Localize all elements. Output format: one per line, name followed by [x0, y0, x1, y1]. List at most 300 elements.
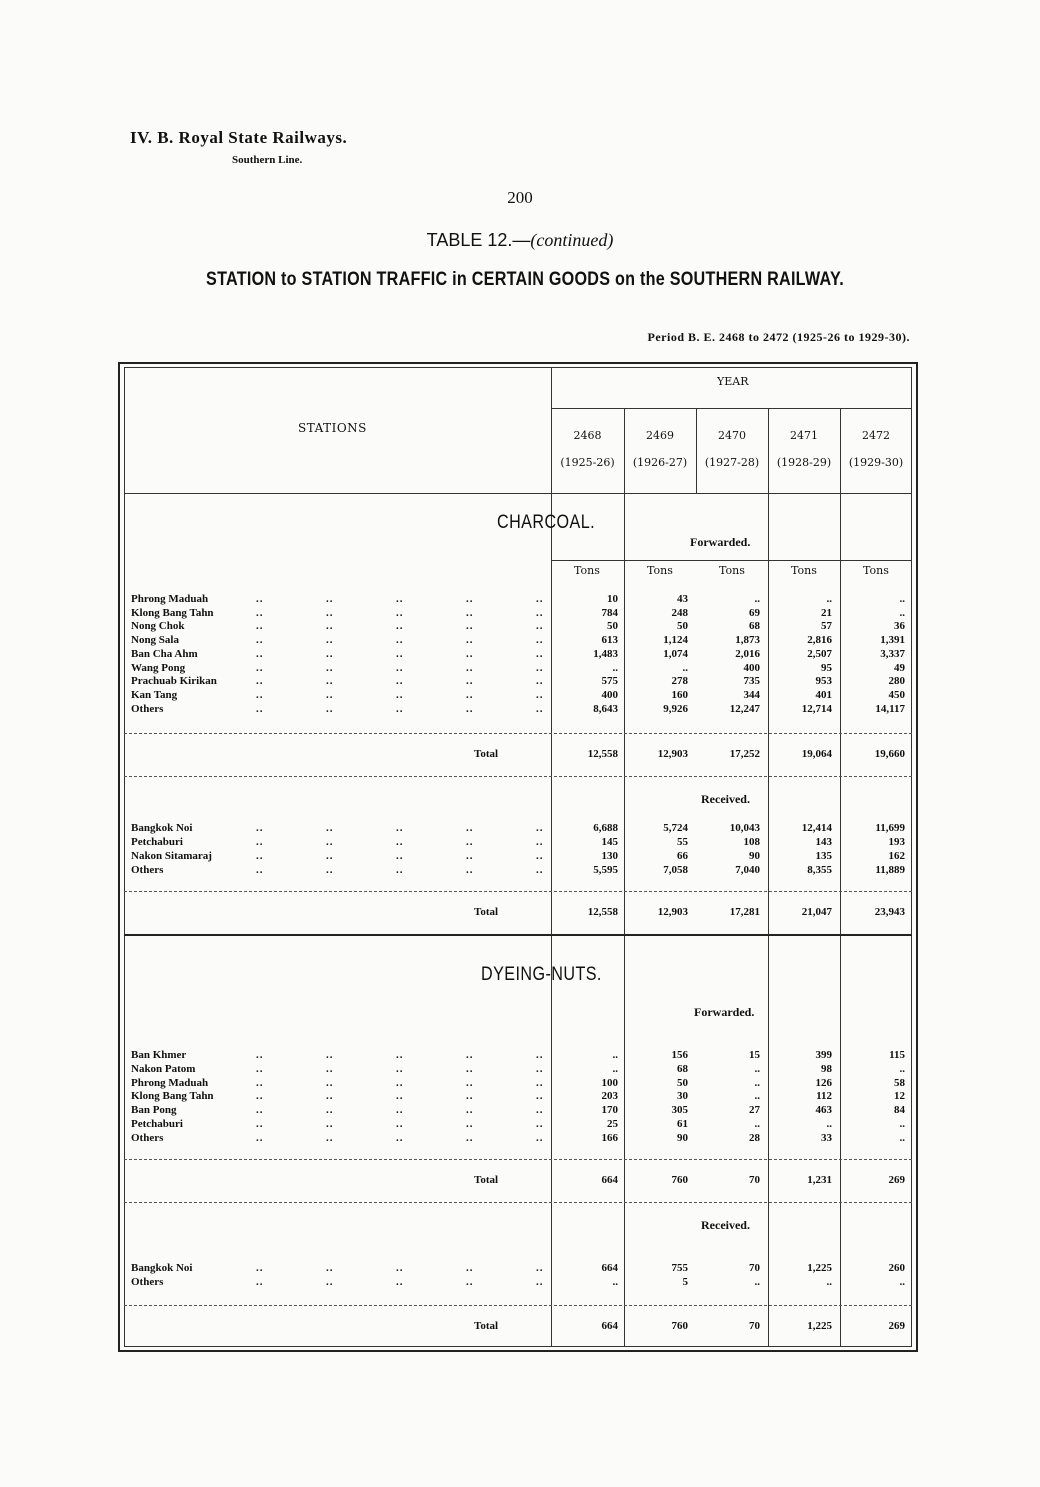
cell-value: 400	[601, 688, 618, 701]
cell-value: ..	[754, 1118, 760, 1130]
station-name: Kan Tang	[131, 688, 178, 701]
total-label: Total	[474, 748, 499, 760]
header-bottom-line	[124, 493, 912, 494]
unit-label: Tons	[863, 564, 889, 577]
cell-value: 1,873	[735, 634, 760, 647]
table-row	[131, 1048, 911, 1062]
leader-dots: ..	[466, 1275, 474, 1288]
cell-value: 10	[607, 593, 618, 605]
leader-dots: ..	[256, 647, 264, 660]
cell-value: 401	[815, 688, 832, 701]
leader-dots: ..	[396, 1049, 404, 1061]
station-name: Phrong Maduah	[131, 593, 209, 605]
cell-value: 30	[677, 1090, 688, 1103]
cell-value: 69	[749, 606, 760, 619]
leader-dots: ..	[536, 1118, 544, 1130]
leader-dots: ..	[326, 1131, 334, 1144]
table-row	[131, 688, 911, 702]
dyeing-nuts-title: DYEING-NUTS.	[481, 964, 602, 985]
leader-dots: ..	[256, 836, 264, 848]
total-value: 1,231	[807, 1174, 832, 1186]
station-name: Others	[131, 864, 164, 876]
cell-value: ..	[754, 1076, 760, 1089]
cell-value: 7,058	[663, 864, 688, 876]
total-value: 269	[888, 1174, 905, 1186]
leader-dots: ..	[536, 661, 544, 674]
table-row	[131, 674, 911, 688]
cell-value: 70	[749, 1262, 760, 1274]
leader-dots: ..	[536, 1090, 544, 1103]
cell-value: ..	[899, 1275, 905, 1288]
leader-dots: ..	[396, 593, 404, 605]
cell-value: 5,724	[663, 822, 688, 834]
cell-value: 784	[601, 606, 618, 619]
cell-value: ..	[826, 593, 832, 605]
leader-dots: ..	[326, 675, 334, 688]
unit-label: Tons	[719, 564, 745, 577]
leader-dots: ..	[536, 864, 544, 876]
leader-dots: ..	[326, 620, 334, 633]
leader-dots: ..	[326, 606, 334, 619]
leader-dots: ..	[536, 1049, 544, 1061]
total-value: 70	[749, 1174, 760, 1186]
leader-dots: ..	[466, 661, 474, 674]
cell-value: 6,688	[593, 822, 618, 834]
leader-dots: ..	[466, 822, 474, 834]
dyeing-forwarded-label: Forwarded.	[694, 1005, 755, 1019]
cell-value: 12,714	[801, 702, 832, 715]
unit-label: Tons	[647, 564, 673, 577]
leader-dots: ..	[466, 647, 474, 660]
leader-dots: ..	[326, 850, 334, 862]
cell-value: 1,074	[663, 647, 688, 660]
leader-dots: ..	[536, 593, 544, 605]
cell-value: 2,816	[807, 634, 832, 647]
table-row	[131, 619, 911, 633]
station-name: Others	[131, 702, 164, 715]
leader-dots: ..	[396, 620, 404, 633]
station-name: Bangkok Noi	[131, 1262, 193, 1274]
charcoal-sub-line	[551, 560, 912, 561]
table-row	[131, 1076, 911, 1090]
leader-dots: ..	[396, 702, 404, 715]
cell-value: 1,391	[880, 634, 905, 647]
cell-value: 8,643	[593, 702, 618, 715]
station-name: Phrong Maduah	[131, 1076, 209, 1089]
cell-value: 399	[815, 1049, 832, 1061]
year-ce-2470: (1927-28)	[704, 456, 760, 469]
col-divider-1	[624, 408, 625, 1347]
leader-dots: ..	[256, 606, 264, 619]
year-ce-2469: (1926-27)	[632, 456, 688, 469]
cell-value: 95	[821, 661, 832, 674]
table-row	[131, 1261, 911, 1275]
year-header: YEAR	[717, 375, 749, 388]
leader-dots: ..	[466, 1262, 474, 1274]
cell-value: 2,507	[807, 647, 832, 660]
total-value: 12,558	[587, 906, 618, 918]
leader-dots: ..	[536, 620, 544, 633]
charcoal-fwd-total-rule	[124, 733, 912, 734]
cell-value: 3,337	[880, 647, 905, 660]
cell-value: 12,414	[801, 822, 832, 834]
year-be-2471: 2471	[790, 429, 818, 442]
leader-dots: ..	[536, 606, 544, 619]
leader-dots: ..	[256, 1076, 264, 1089]
table-row	[131, 1062, 911, 1076]
leader-dots: ..	[396, 1262, 404, 1274]
leader-dots: ..	[536, 647, 544, 660]
station-name: Petchaburi	[131, 836, 183, 848]
total-value: 23,943	[874, 906, 905, 918]
station-name: Nakon Patom	[131, 1062, 196, 1075]
table-row	[131, 606, 911, 620]
page-title: STATION to STATION TRAFFIC in CERTAIN GOODS on the SOUTHERN RAILWAY.	[206, 269, 844, 290]
station-name: Prachuab Kirikan	[131, 675, 217, 688]
year-ce-2471: (1928-29)	[776, 456, 832, 469]
leader-dots: ..	[396, 634, 404, 647]
station-name: Klong Bang Tahn	[131, 606, 214, 619]
cell-value: 5,595	[593, 864, 618, 876]
cell-value: 33	[821, 1131, 832, 1144]
total-value: 21,047	[801, 906, 832, 918]
leader-dots: ..	[256, 850, 264, 862]
cell-value: 10,043	[729, 822, 760, 834]
station-name: Ban Khmer	[131, 1049, 187, 1061]
total-value: 70	[749, 1320, 760, 1332]
cell-value: 27	[749, 1104, 760, 1117]
page-number: 200	[507, 188, 533, 207]
leader-dots: ..	[466, 620, 474, 633]
table-row	[131, 702, 911, 716]
cell-value: 98	[821, 1062, 832, 1075]
section-heading: IV. B. Royal State Railways.	[130, 128, 348, 147]
cell-value: ..	[899, 593, 905, 605]
table-continued: (continued)	[530, 230, 614, 250]
leader-dots: ..	[396, 1076, 404, 1089]
cell-value: ..	[612, 1062, 618, 1075]
year-be-2470: 2470	[718, 429, 746, 442]
leader-dots: ..	[326, 647, 334, 660]
leader-dots: ..	[466, 1062, 474, 1075]
cell-value: 5	[682, 1275, 688, 1288]
cell-value: ..	[612, 661, 618, 674]
cell-value: 112	[816, 1090, 832, 1103]
total-label: Total	[474, 906, 499, 918]
cell-value: 135	[815, 850, 832, 862]
leader-dots: ..	[256, 620, 264, 633]
station-name: Klong Bang Tahn	[131, 1090, 214, 1103]
leader-dots: ..	[396, 1118, 404, 1130]
cell-value: 735	[743, 675, 760, 688]
total-value: 12,558	[587, 748, 618, 760]
year-ce-2472: (1929-30)	[848, 456, 904, 469]
leader-dots: ..	[466, 1090, 474, 1103]
leader-dots: ..	[256, 1090, 264, 1103]
leader-dots: ..	[396, 1104, 404, 1117]
leader-dots: ..	[396, 606, 404, 619]
cell-value: 90	[749, 850, 760, 862]
cell-value: 14,117	[875, 702, 905, 715]
cell-value: 400	[743, 661, 760, 674]
total-value: 17,281	[729, 906, 760, 918]
leader-dots: ..	[256, 688, 264, 701]
cell-value: 130	[601, 850, 618, 862]
table-row	[131, 863, 911, 877]
cell-value: 90	[677, 1131, 688, 1144]
dyeing-fwd-total-bottom	[124, 1202, 912, 1203]
leader-dots: ..	[326, 1049, 334, 1061]
leader-dots: ..	[256, 864, 264, 876]
leader-dots: ..	[396, 864, 404, 876]
cell-value: 2,016	[735, 647, 760, 660]
total-value: 1,225	[807, 1320, 832, 1332]
leader-dots: ..	[396, 1131, 404, 1144]
unit-label: Tons	[791, 564, 817, 577]
total-value: 17,252	[729, 748, 760, 760]
cell-value: 1,483	[593, 647, 618, 660]
leader-dots: ..	[466, 1118, 474, 1130]
cell-value: 68	[677, 1062, 688, 1075]
leader-dots: ..	[536, 1062, 544, 1075]
cell-value: 9,926	[663, 702, 688, 715]
stations-header: STATIONS	[298, 421, 367, 435]
cell-value: 755	[671, 1262, 688, 1274]
cell-value: 12	[894, 1090, 905, 1103]
leader-dots: ..	[536, 1275, 544, 1288]
cell-value: 36	[894, 620, 905, 633]
leader-dots: ..	[326, 1104, 334, 1117]
cell-value: 50	[677, 620, 688, 633]
cell-value: 953	[815, 675, 832, 688]
leader-dots: ..	[466, 675, 474, 688]
total-label: Total	[474, 1174, 499, 1186]
cell-value: 143	[815, 836, 832, 848]
station-name: Ban Cha Ahm	[131, 647, 198, 660]
period-caption: Period B. E. 2468 to 2472 (1925-26 to 1929-30).	[647, 330, 910, 344]
leader-dots: ..	[256, 675, 264, 688]
leader-dots: ..	[396, 822, 404, 834]
cell-value: 170	[601, 1104, 618, 1117]
cell-value: 248	[671, 606, 688, 619]
leader-dots: ..	[256, 1062, 264, 1075]
cell-value: 1,225	[807, 1262, 832, 1274]
col-divider-3	[768, 408, 769, 1347]
table-row	[131, 633, 911, 647]
cell-value: 450	[888, 688, 905, 701]
leader-dots: ..	[536, 1131, 544, 1144]
cell-value: 11,889	[875, 864, 905, 876]
cell-value: ..	[754, 1062, 760, 1075]
dyeing-received-label: Received.	[701, 1218, 750, 1232]
leader-dots: ..	[396, 661, 404, 674]
leader-dots: ..	[326, 1118, 334, 1130]
cell-value: 50	[677, 1076, 688, 1089]
leader-dots: ..	[326, 1275, 334, 1288]
leader-dots: ..	[326, 1262, 334, 1274]
charcoal-forwarded-label: Forwarded.	[690, 535, 751, 549]
cell-value: ..	[899, 606, 905, 619]
table-row	[131, 592, 911, 606]
total-value: 269	[888, 1320, 905, 1332]
table-row	[131, 849, 911, 863]
leader-dots: ..	[256, 1104, 264, 1117]
cell-value: ..	[899, 1131, 905, 1144]
cell-value: ..	[612, 1049, 618, 1061]
leader-dots: ..	[326, 688, 334, 701]
station-name: Nong Chok	[131, 620, 185, 633]
total-value: 19,064	[801, 748, 832, 760]
leader-dots: ..	[396, 1062, 404, 1075]
leader-dots: ..	[256, 1262, 264, 1274]
total-value: 12,903	[657, 906, 688, 918]
leader-dots: ..	[466, 850, 474, 862]
station-name: Nakon Sitamaraj	[131, 850, 212, 862]
table-row	[131, 661, 911, 675]
leader-dots: ..	[396, 836, 404, 848]
section-separator	[124, 934, 912, 936]
total-value: 12,903	[657, 748, 688, 760]
charcoal-title: CHARCOAL.	[497, 512, 596, 533]
leader-dots: ..	[536, 836, 544, 848]
year-underline	[551, 408, 912, 409]
table-row	[131, 647, 911, 661]
cell-value: 50	[607, 620, 618, 633]
leader-dots: ..	[396, 688, 404, 701]
table-row	[131, 1089, 911, 1103]
cell-value: 66	[677, 850, 688, 862]
leader-dots: ..	[326, 836, 334, 848]
leader-dots: ..	[256, 661, 264, 674]
table-label	[0, 230, 1040, 251]
leader-dots: ..	[536, 1104, 544, 1117]
cell-value: 260	[888, 1262, 905, 1274]
cell-value: 7,040	[735, 864, 760, 876]
leader-dots: ..	[396, 1275, 404, 1288]
leader-dots: ..	[326, 1062, 334, 1075]
leader-dots: ..	[326, 1090, 334, 1103]
leader-dots: ..	[256, 702, 264, 715]
table-row	[131, 1275, 911, 1289]
charcoal-received-label: Received.	[701, 792, 750, 806]
cell-value: 8,355	[807, 864, 832, 876]
cell-value: 575	[601, 675, 618, 688]
leader-dots: ..	[536, 634, 544, 647]
col-divider-2	[696, 408, 697, 493]
cell-value: ..	[612, 1275, 618, 1288]
leader-dots: ..	[536, 1076, 544, 1089]
cell-value: ..	[826, 1275, 832, 1288]
cell-value: 115	[889, 1049, 905, 1061]
leader-dots: ..	[256, 822, 264, 834]
cell-value: ..	[754, 1090, 760, 1103]
year-be-2468: 2468	[573, 429, 602, 442]
leader-dots: ..	[256, 1275, 264, 1288]
table-row	[131, 1103, 911, 1117]
leader-dots: ..	[466, 702, 474, 715]
leader-dots: ..	[536, 675, 544, 688]
cell-value: 463	[815, 1104, 832, 1117]
cell-value: 28	[749, 1131, 760, 1144]
cell-value: 280	[888, 675, 905, 688]
col-divider-4	[840, 408, 841, 1347]
leader-dots: ..	[256, 1049, 264, 1061]
station-name: Others	[131, 1275, 164, 1288]
table-label-text: TABLE 12.—	[426, 230, 531, 250]
cell-value: 68	[749, 620, 760, 633]
leader-dots: ..	[536, 850, 544, 862]
cell-value: 61	[677, 1118, 688, 1130]
cell-value: 160	[671, 688, 688, 701]
table-row	[131, 835, 911, 849]
year-ce-2468: (1925-26)	[560, 456, 615, 469]
leader-dots: ..	[396, 850, 404, 862]
cell-value: ..	[899, 1062, 905, 1075]
cell-value: 12,247	[729, 702, 760, 715]
leader-dots: ..	[466, 606, 474, 619]
cell-value: 15	[749, 1049, 760, 1061]
charcoal-fwd-total-bottom	[124, 776, 912, 777]
total-value: 664	[601, 1320, 618, 1332]
leader-dots: ..	[466, 1131, 474, 1144]
table-row	[131, 1117, 911, 1131]
leader-dots: ..	[256, 1118, 264, 1130]
leader-dots: ..	[326, 822, 334, 834]
cell-value: 305	[671, 1104, 688, 1117]
station-name: Ban Pong	[131, 1104, 177, 1117]
cell-value: 156	[671, 1049, 688, 1061]
cell-value: 11,699	[875, 822, 905, 834]
year-be-2472: 2472	[862, 429, 890, 442]
leader-dots: ..	[536, 1262, 544, 1274]
cell-value: 49	[894, 661, 905, 674]
leader-dots: ..	[466, 1104, 474, 1117]
leader-dots: ..	[466, 1076, 474, 1089]
cell-value: 108	[743, 836, 760, 848]
charcoal-rec-total-rule	[124, 891, 912, 892]
cell-value: 278	[671, 675, 688, 688]
cell-value: 100	[601, 1076, 618, 1089]
station-name: Petchaburi	[131, 1118, 183, 1130]
leader-dots: ..	[536, 702, 544, 715]
year-be-2469: 2469	[646, 429, 674, 442]
leader-dots: ..	[326, 593, 334, 605]
cell-value: ..	[754, 1275, 760, 1288]
station-name: Bangkok Noi	[131, 822, 193, 834]
leader-dots: ..	[466, 688, 474, 701]
leader-dots: ..	[396, 647, 404, 660]
leader-dots: ..	[466, 836, 474, 848]
cell-value: 145	[601, 836, 618, 848]
leader-dots: ..	[326, 864, 334, 876]
leader-dots: ..	[396, 675, 404, 688]
cell-value: 203	[601, 1090, 618, 1103]
table-row	[131, 1131, 911, 1145]
leader-dots: ..	[326, 634, 334, 647]
leader-dots: ..	[256, 593, 264, 605]
leader-dots: ..	[536, 822, 544, 834]
station-name: Wang Pong	[131, 661, 186, 674]
total-label: Total	[474, 1320, 499, 1332]
leader-dots: ..	[466, 634, 474, 647]
leader-dots: ..	[536, 688, 544, 701]
cell-value: 162	[888, 850, 905, 862]
unit-label: Tons	[574, 564, 600, 577]
cell-value: 126	[815, 1076, 832, 1089]
cell-value: 84	[894, 1104, 905, 1117]
cell-value: 57	[821, 620, 832, 633]
cell-value: 58	[894, 1076, 905, 1089]
